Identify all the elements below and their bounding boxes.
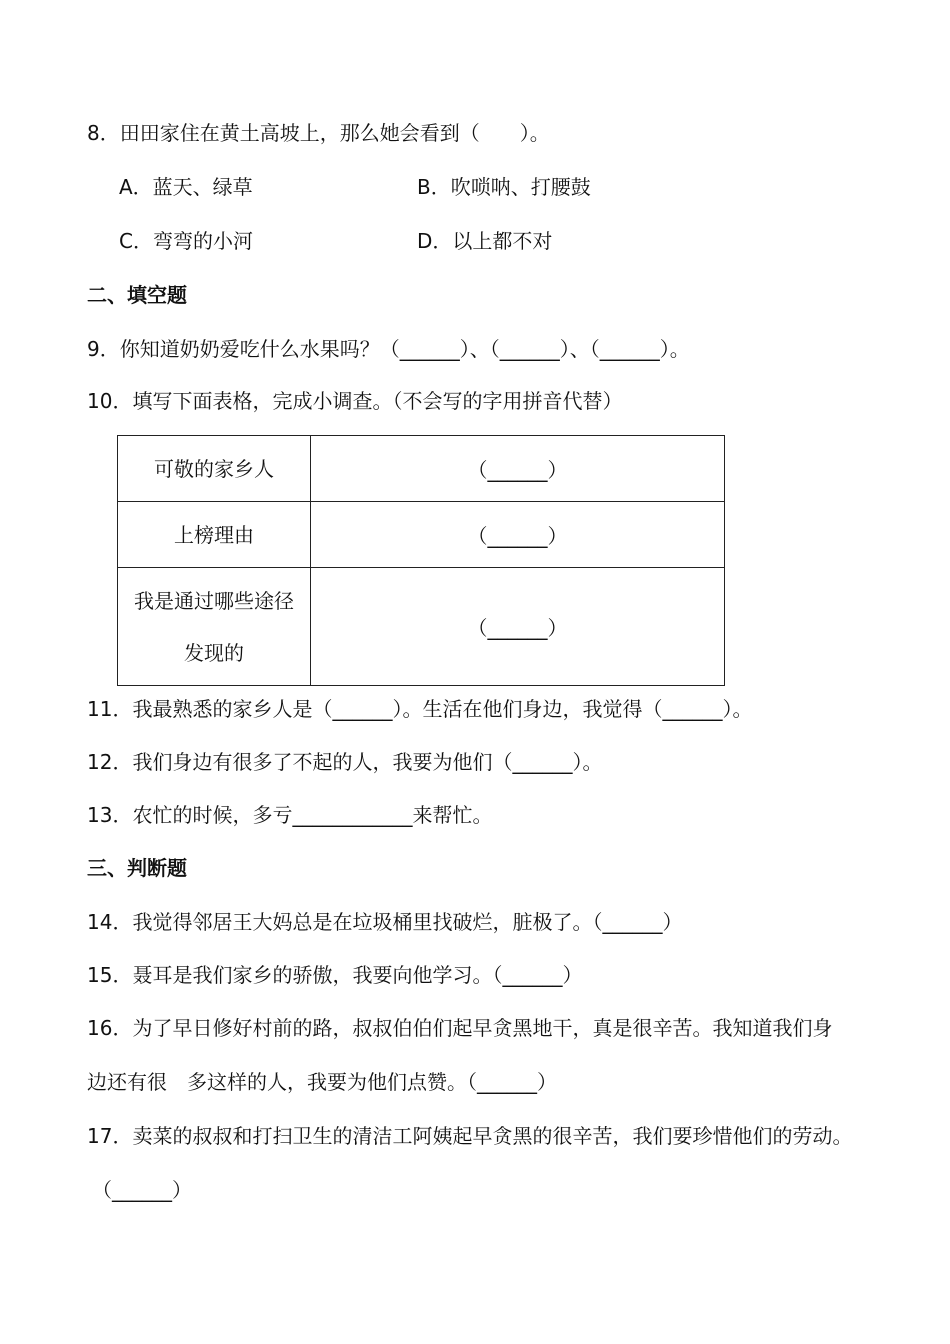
section-heading-fill-in: 二、填空题 — [87, 283, 187, 307]
question-8-option-a: A．蓝天、绿草 — [119, 175, 253, 199]
question-10: 10．填写下面表格，完成小调查。（不会写的字用拼音代替） — [87, 389, 623, 413]
table-cell-blank: （______） — [311, 502, 725, 568]
table-cell-label: 可敬的家乡人 — [118, 436, 311, 502]
question-9: 9．你知道奶奶爱吃什么水果吗？（______）、（______）、（______）。 — [87, 337, 690, 361]
question-8-stem: 8．田田家住在黄土高坡上，那么她会看到（ ）。 — [87, 121, 550, 145]
table-cell-label: 上榜理由 — [118, 502, 311, 568]
question-12: 12．我们身边有很多了不起的人，我要为他们（______）。 — [87, 750, 603, 774]
question-17-line-1: 17．卖菜的叔叔和打扫卫生的清洁工阿姨起早贪黑的很辛苦，我们要珍惜他们的劳动。 — [87, 1124, 853, 1148]
table-row — [118, 568, 725, 686]
question-8-option-d: D．以上都不对 — [417, 229, 553, 253]
table-cell-blank: （______） — [311, 568, 725, 686]
table-cell-blank: （______） — [311, 436, 725, 502]
table-row — [118, 502, 725, 568]
question-17-line-2: （______） — [92, 1178, 192, 1202]
section-heading-judgement: 三、判断题 — [87, 856, 187, 880]
question-13: 13．农忙的时候，多亏____________来帮忙。 — [87, 803, 493, 827]
question-15: 15．聂耳是我们家乡的骄傲，我要向他学习。（______） — [87, 963, 583, 987]
table-row — [118, 436, 725, 502]
question-16-line-2: 边还有很 多这样的人，我要为他们点赞。（______） — [87, 1070, 557, 1094]
table-cell-label: 我是通过哪些途径 发现的 — [118, 568, 311, 686]
survey-table — [117, 435, 725, 686]
question-16-line-1: 16．为了早日修好村前的路，叔叔伯伯们起早贪黑地干，真是很辛苦。我知道我们身 — [87, 1016, 833, 1040]
question-14: 14．我觉得邻居王大妈总是在垃圾桶里找破烂，脏极了。（______） — [87, 910, 683, 934]
question-11: 11．我最熟悉的家乡人是（______）。生活在他们身边，我觉得（______）。 — [87, 697, 753, 721]
question-8-option-b: B．吹唢呐、打腰鼓 — [417, 175, 591, 199]
question-8-option-c: C．弯弯的小河 — [119, 229, 253, 253]
